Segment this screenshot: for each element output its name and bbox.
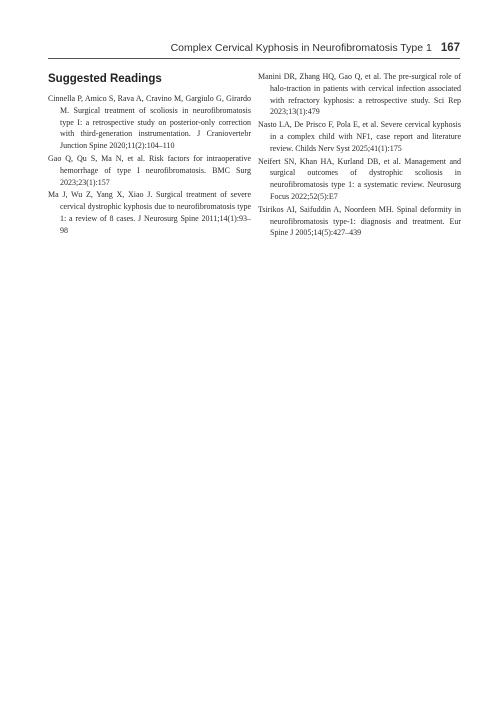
reference-list-left [48, 93, 251, 237]
header-rule [48, 58, 460, 59]
reference-list-right [258, 71, 461, 239]
left-column [48, 71, 251, 238]
reference-item: Nasto LA, De Prisco F, Pola E, et al. Severe cervical kyphosis in a complex child with NF1, case report and literature review. Childs Nerv Syst 2025;41(1):175 [258, 120, 461, 153]
running-title: Complex Cervical Kyphosis in Neurofibromatosis Type 1 [170, 42, 432, 54]
running-header [170, 42, 460, 58]
section-heading: Suggested Readings [48, 73, 162, 85]
reference-item: Gao Q, Qu S, Ma N, et al. Risk factors for intraoperative hemorrhage of type I neurofibromatosis. BMC Surg 2023;23(1):157 [48, 153, 251, 187]
reference-item: Neifert SN, Khan HA, Kurland DB, et al. Management and surgical outcomes of dystrophic scoliosis in neurofibromatosis type 1: a systematic review. Neurosurg Focus 2022;52(5):E7 [258, 156, 461, 201]
reference-item: Tsirikos AI, Saifuddin A, Noordeen MH. Spinal deformity in neurofibromatosis type-1: diagnosis and treatment. Eur Spine J 2005;14(5):427–439 [258, 204, 461, 238]
reference-item: Ma J, Wu Z, Yang X, Xiao J. Surgical treatment of severe cervical dystrophic kyphosis due to neurofibromatosis type 1: a review of 8 cases. J Neurosurg Spine 2011;14(1):93–98 [48, 190, 251, 235]
reference-item: Manini DR, Zhang HQ, Gao Q, et al. The pre-surgical role of halo-traction in patients with cervical infection associated with refractory kyphosis: a retrospective study. Sci Rep 2023;13(1):479 [258, 72, 461, 117]
page-number: 167 [440, 42, 460, 54]
reference-item: Cinnella P, Amico S, Rava A, Cravino M, Gargiulo G, Girardo M. Surgical treatment of scoliosis in neurofibromatosis type I: a retrospective study on posterior-only correction with third-generation instrumentation. J Craniovertebr Junction Spine 2020;11(2):104–110 [48, 94, 251, 151]
right-column [258, 71, 461, 240]
